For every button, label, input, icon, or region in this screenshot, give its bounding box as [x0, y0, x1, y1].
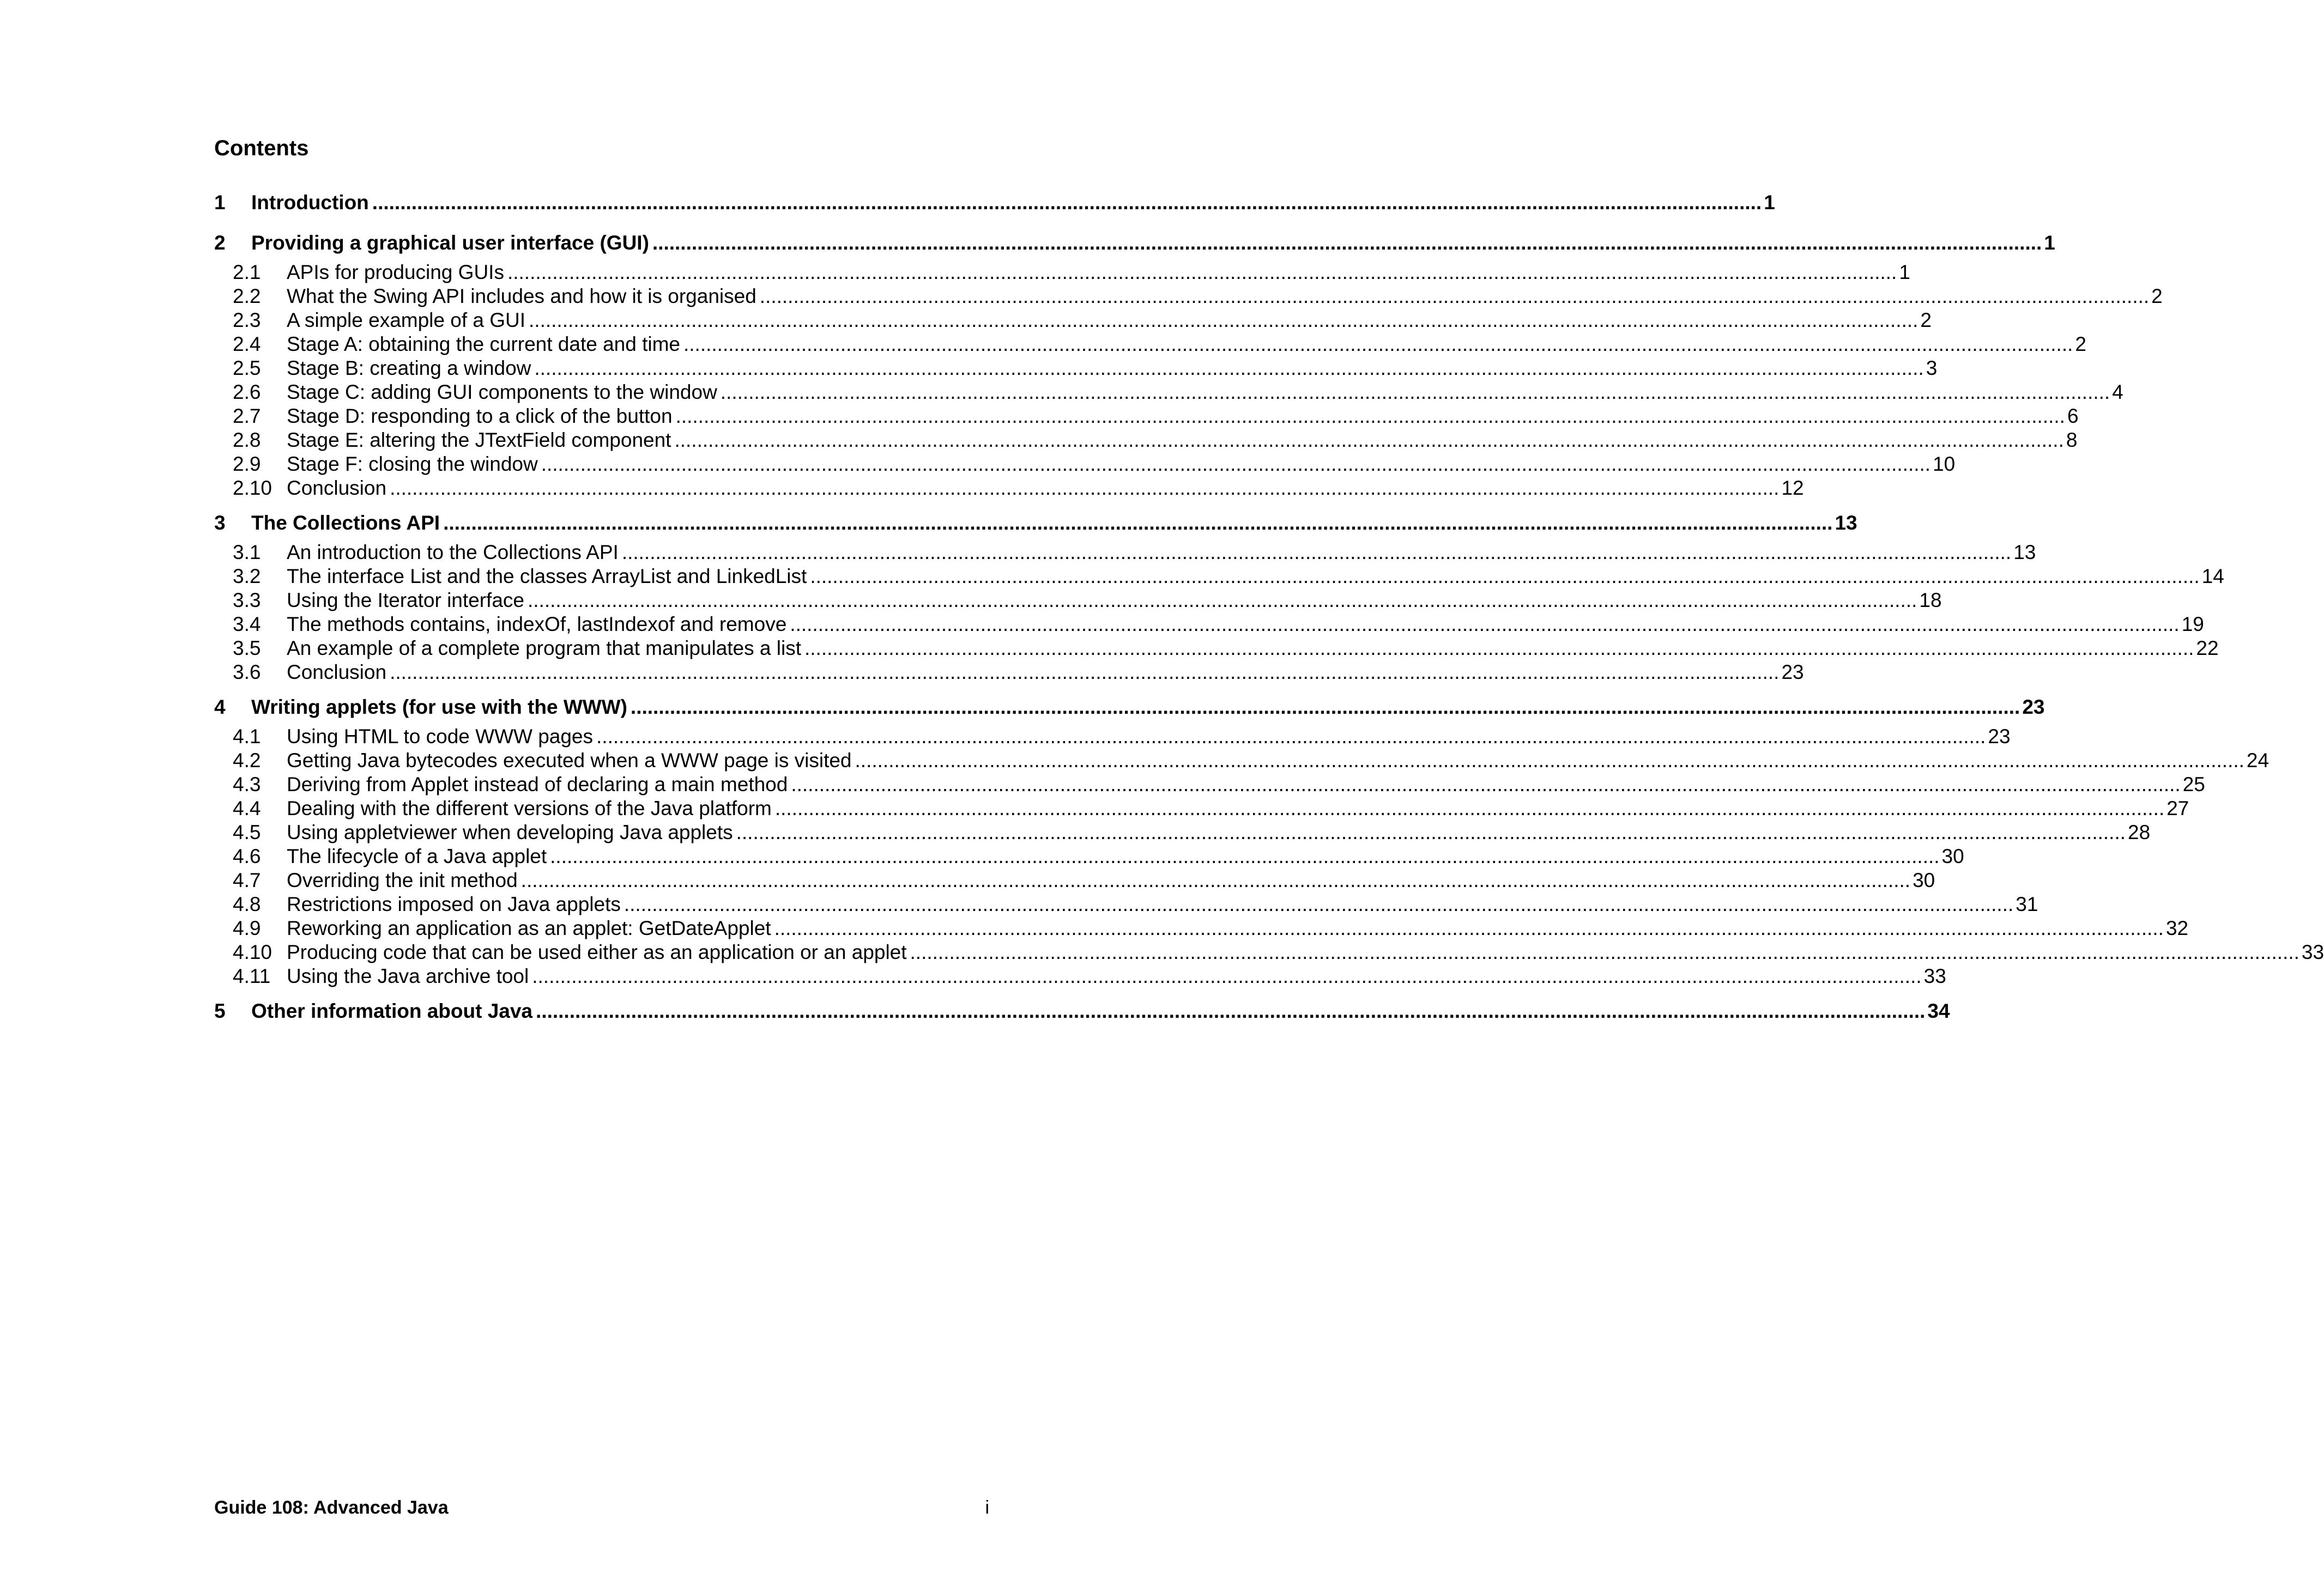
toc-subsection-entry[interactable] — [214, 773, 2205, 797]
toc-entry-title: Using the Iterator interface — [287, 589, 524, 611]
footer-page-number: i — [985, 1497, 989, 1518]
toc-entry-title: Stage F: closing the window — [287, 453, 538, 475]
toc-subsection-entry[interactable] — [214, 660, 1804, 684]
toc-entry-title: Deriving from Applet instead of declaring a main method — [287, 773, 788, 795]
dot-leader — [631, 690, 2020, 725]
toc-entry-title: The methods contains, indexOf, lastIndexof and remove — [287, 613, 787, 635]
dot-leader — [683, 332, 2073, 356]
dot-leader — [736, 821, 2126, 845]
toc-entry-page-number: 33 — [1923, 965, 1946, 987]
toc-entry-title: The lifecycle of a Java applet — [287, 845, 547, 867]
toc-entry-title: Stage C: adding GUI components to the window — [287, 381, 717, 403]
toc-subsection-entry[interactable] — [214, 845, 1964, 869]
dot-leader — [550, 845, 1939, 869]
toc-entry-number: 2.8 — [233, 429, 261, 451]
toc-entry-number: 4.6 — [233, 845, 261, 867]
toc-subsection-entry[interactable] — [214, 940, 2324, 964]
toc-entry-title: An example of a complete program that manipulates a list — [287, 637, 801, 659]
dot-leader — [390, 660, 1779, 684]
toc-subsection-entry[interactable] — [214, 749, 2269, 773]
toc-entry-title: An introduction to the Collections API — [287, 541, 619, 563]
toc-subsection-entry[interactable] — [214, 284, 2163, 308]
toc-subsection-entry[interactable] — [214, 356, 1938, 380]
toc-subsection-entry[interactable] — [214, 797, 2189, 821]
toc-entry-page-number: 24 — [2246, 749, 2269, 772]
toc-section-group — [214, 506, 2224, 684]
toc-entry-number: 4.1 — [233, 725, 261, 748]
toc-entry-page-number: 32 — [2165, 917, 2189, 939]
dot-leader — [624, 892, 2013, 916]
toc-entry-number: 4.7 — [233, 869, 261, 891]
toc-entry-page-number: 12 — [1781, 477, 1804, 499]
toc-entry-title: Using appletviewer when developing Java applets — [287, 821, 733, 843]
toc-entry-title: Introduction — [251, 191, 369, 214]
dot-leader — [534, 356, 1923, 380]
dot-leader — [910, 940, 2299, 964]
toc-entry-title: What the Swing API includes and how it is organised — [287, 285, 756, 307]
toc-entry-number: 3.5 — [233, 637, 261, 659]
toc-entry-title: The interface List and the classes ArrayList and LinkedList — [287, 565, 807, 587]
toc-subsection-entry[interactable] — [214, 476, 1804, 500]
toc-subsection-entry[interactable] — [214, 332, 2086, 356]
toc-entry-number: 2 — [214, 232, 226, 254]
toc-subsection-entry[interactable] — [214, 964, 1946, 988]
toc-entry-number: 4.4 — [233, 797, 261, 819]
toc-entry-title: Restrictions imposed on Java applets — [287, 893, 621, 915]
toc-entry-title: Dealing with the different versions of the Java platform — [287, 797, 772, 819]
toc-entry-number: 4.3 — [233, 773, 261, 795]
toc-subsection-entry[interactable] — [214, 308, 1932, 332]
toc-entry-page-number: 10 — [1933, 453, 1956, 475]
toc-subsection-entry[interactable] — [214, 404, 2079, 428]
toc-entry-number: 4.9 — [233, 917, 261, 939]
toc-entry-title: A simple example of a GUI — [287, 309, 526, 331]
toc-subsection-entry[interactable] — [214, 821, 2151, 845]
toc-entry-page-number: 33 — [2301, 941, 2324, 963]
toc-entry-page-number: 23 — [2022, 696, 2045, 718]
toc-entry-number: 2.7 — [233, 405, 261, 427]
toc-subsection-entry[interactable] — [214, 636, 2219, 660]
toc-entry-number: 3.3 — [233, 589, 261, 611]
toc-section-entry[interactable] — [214, 185, 1775, 220]
toc-entry-number: 2.10 — [233, 477, 273, 499]
toc-entry-page-number: 2 — [2151, 285, 2163, 307]
toc-entry-page-number: 2 — [2075, 333, 2086, 355]
toc-entry-number: 2.9 — [233, 453, 261, 475]
toc-entry-title: Conclusion — [287, 477, 387, 499]
toc-subsection-entry[interactable] — [214, 260, 1910, 284]
toc-entry-page-number: 14 — [2201, 565, 2224, 587]
toc-entry-number: 4.2 — [233, 749, 261, 772]
toc-entry-number: 5 — [214, 1000, 226, 1022]
toc-subsection-entry[interactable] — [214, 428, 2078, 452]
toc-entry-number: 3.6 — [233, 661, 261, 683]
toc-entry-page-number: 4 — [2112, 381, 2123, 403]
toc-entry-number: 4.10 — [233, 941, 273, 963]
dot-leader — [507, 260, 1897, 284]
toc-entry-number: 3.1 — [233, 541, 261, 563]
dot-leader — [721, 380, 2110, 404]
toc-entry-page-number: 23 — [1781, 661, 1804, 683]
toc-subsection-entry[interactable] — [214, 725, 2011, 749]
toc-section-group — [214, 690, 2324, 988]
toc-section-group — [214, 226, 2163, 500]
toc-entry-title: Writing applets (for use with the WWW) — [251, 696, 627, 718]
toc-subsection-entry[interactable] — [214, 869, 1935, 892]
dot-leader — [760, 284, 2149, 308]
toc-entry-page-number: 27 — [2166, 797, 2189, 819]
dot-leader — [528, 588, 1917, 612]
toc-subsection-entry[interactable] — [214, 612, 2204, 636]
toc-section-group — [214, 185, 1775, 220]
toc-entry-title: APIs for producing GUIs — [287, 261, 504, 283]
toc-entry-title: Using the Java archive tool — [287, 965, 529, 987]
toc-entry-title: Stage E: altering the JTextField component — [287, 429, 671, 451]
toc-entry-title: Other information about Java — [251, 1000, 533, 1022]
toc-entry-page-number: 8 — [2066, 429, 2078, 451]
dot-leader — [676, 404, 2065, 428]
dot-leader — [774, 916, 2164, 940]
toc-entry-page-number: 30 — [1941, 845, 1964, 867]
toc-entry-page-number: 23 — [1988, 725, 2011, 748]
toc-entry-title: Using HTML to code WWW pages — [287, 725, 594, 748]
toc-entry-title: The Collections API — [251, 512, 440, 534]
toc-entry-title: Stage D: responding to a click of the button — [287, 405, 673, 427]
toc-entry-page-number: 1 — [1899, 261, 1910, 283]
toc-entry-page-number: 19 — [2181, 613, 2204, 635]
dot-leader — [622, 540, 2011, 564]
toc-entry-page-number: 1 — [1764, 191, 1775, 214]
toc-entry-number: 4.5 — [233, 821, 261, 843]
toc-entry-number: 4.11 — [233, 965, 271, 987]
toc-entry-page-number: 6 — [2067, 405, 2079, 427]
toc-entry-number: 3.4 — [233, 613, 261, 635]
toc-entry-number: 2.2 — [233, 285, 261, 307]
toc-section-entry[interactable] — [214, 226, 2055, 260]
toc-entry-number: 2.6 — [233, 381, 261, 403]
toc-subsection-entry[interactable] — [214, 380, 2123, 404]
toc-section-entry[interactable] — [214, 506, 1857, 540]
contents-heading: Contents — [214, 136, 309, 160]
dot-leader — [810, 564, 2199, 588]
dot-leader — [596, 725, 1986, 749]
toc-subsection-entry[interactable] — [214, 588, 1942, 612]
dot-leader — [536, 994, 1925, 1029]
dot-leader — [372, 185, 1762, 220]
dot-leader — [790, 612, 2179, 636]
toc-entry-title: Stage A: obtaining the current date and time — [287, 333, 680, 355]
dot-leader — [855, 749, 2244, 773]
footer-guide-title: Guide 108: Advanced Java — [214, 1497, 449, 1518]
toc-entry-number: 2.5 — [233, 357, 261, 379]
toc-entry-number: 4 — [214, 696, 226, 718]
toc-entry-page-number: 13 — [2013, 541, 2036, 563]
page-footer — [214, 1497, 989, 1519]
toc-entry-number: 1 — [214, 191, 226, 214]
toc-entry-page-number: 13 — [1835, 512, 1857, 534]
toc-entry-title: Stage B: creating a window — [287, 357, 531, 379]
toc-entry-page-number: 34 — [1927, 1000, 1950, 1022]
dot-leader — [791, 773, 2180, 797]
toc-entry-number: 3.2 — [233, 565, 261, 587]
toc-entry-page-number: 22 — [2196, 637, 2219, 659]
toc-entry-number: 3 — [214, 512, 226, 534]
toc-entry-title: Reworking an application as an applet: GetDateApplet — [287, 917, 771, 939]
dot-leader — [804, 636, 2194, 660]
toc-entry-title: Conclusion — [287, 661, 387, 683]
toc-subsection-entry[interactable] — [214, 540, 2036, 564]
dot-leader — [541, 452, 1930, 476]
toc-section-entry[interactable] — [214, 690, 2045, 725]
toc-entry-page-number: 28 — [2128, 821, 2151, 843]
dot-leader — [521, 869, 1910, 892]
toc-entry-page-number: 31 — [2016, 893, 2038, 915]
toc-entry-title: Getting Java bytecodes executed when a WWW page is visited — [287, 749, 852, 772]
toc-entry-number: 2.1 — [233, 261, 261, 283]
toc-entry-page-number: 25 — [2182, 773, 2205, 795]
toc-subsection-entry[interactable] — [214, 916, 2189, 940]
toc-entry-page-number: 2 — [1920, 309, 1932, 331]
dot-leader — [529, 308, 1918, 332]
dot-leader — [443, 506, 1832, 540]
toc-entry-number: 2.3 — [233, 309, 261, 331]
toc-entry-title: Producing code that can be used either as an application or an applet — [287, 941, 907, 963]
toc-subsection-entry[interactable] — [214, 564, 2224, 588]
toc-section-group — [214, 994, 1950, 1029]
toc-entry-page-number: 1 — [2044, 232, 2055, 254]
toc-subsection-entry[interactable] — [214, 452, 1956, 476]
dot-leader — [674, 428, 2063, 452]
toc-entry-number: 4.8 — [233, 893, 261, 915]
toc-section-entry[interactable] — [214, 994, 1950, 1029]
toc-entry-title: Providing a graphical user interface (GUI) — [251, 232, 649, 254]
dot-leader — [532, 964, 1921, 988]
dot-leader — [775, 797, 2164, 821]
toc-entry-title: Overriding the init method — [287, 869, 518, 891]
toc-entry-page-number: 30 — [1913, 869, 1935, 891]
toc-subsection-entry[interactable] — [214, 892, 2038, 916]
toc-entry-page-number: 18 — [1919, 589, 1942, 611]
toc-entry-page-number: 3 — [1926, 357, 1938, 379]
dot-leader — [390, 476, 1779, 500]
table-of-contents — [214, 185, 2324, 1029]
toc-entry-number: 2.4 — [233, 333, 261, 355]
dot-leader — [652, 226, 2042, 260]
